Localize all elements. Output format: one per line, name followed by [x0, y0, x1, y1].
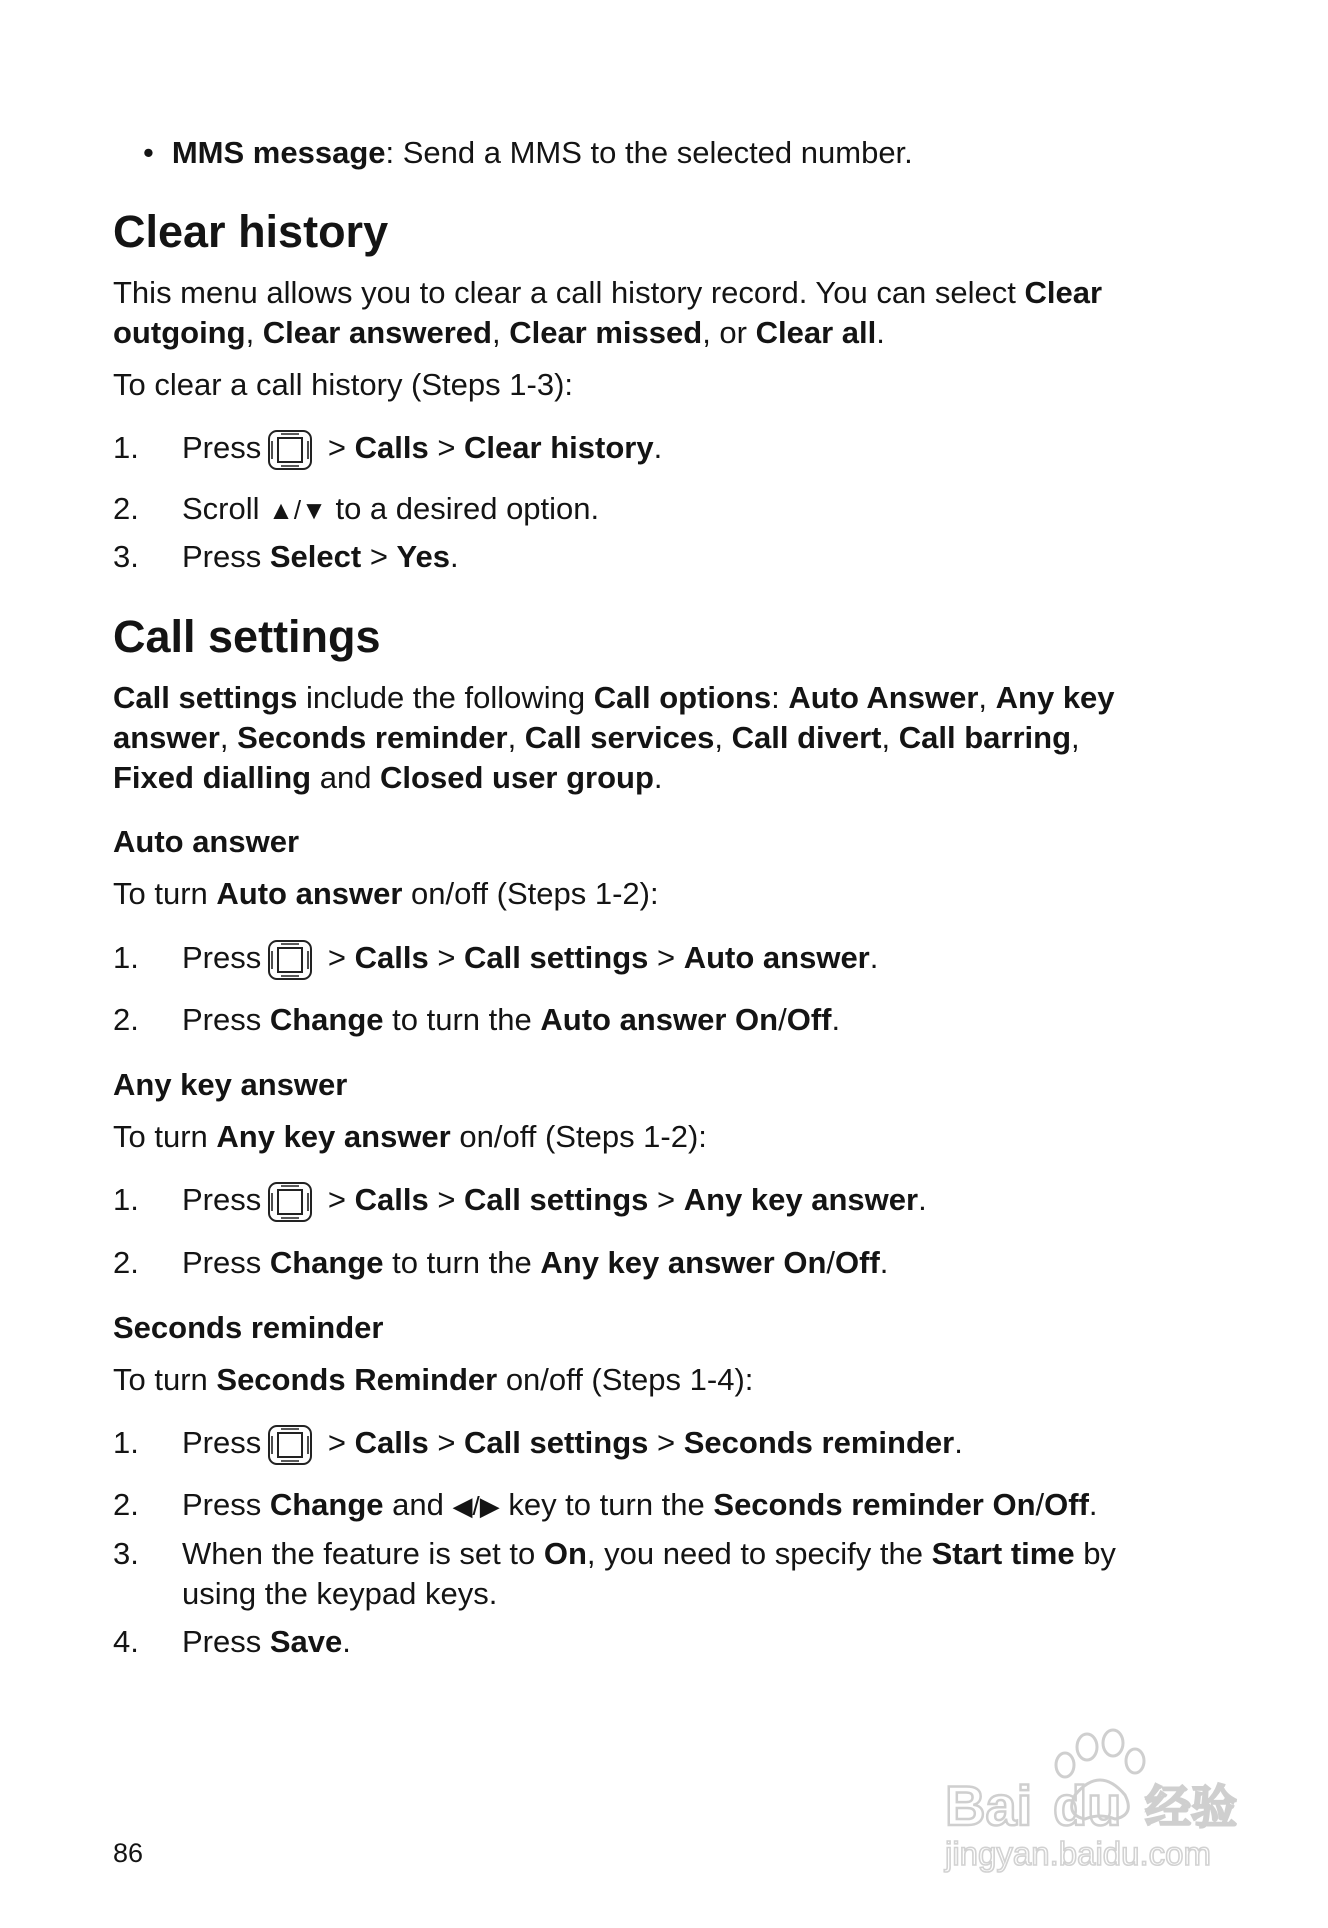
seconds-reminder-step-4: Press Save. — [182, 1624, 351, 1659]
clear-history-heading: Clear history — [113, 206, 389, 257]
bullet-text: : Send a MMS to the selected number. — [385, 135, 913, 170]
clear-history-step-2: Scroll ▲/▼ to a desired option. — [182, 489, 599, 530]
bullet-item — [143, 133, 913, 173]
baidu-paw-logo-icon — [935, 1725, 1265, 1875]
seconds-reminder-step-3-line2: using the keypad keys. — [182, 1576, 498, 1611]
svg-text:经验: 经验 — [1145, 1780, 1237, 1834]
svg-text:jingyan.baidu.com: jingyan.baidu.com — [945, 1835, 1211, 1872]
step-number: 2. — [113, 1245, 139, 1280]
any-key-answer-step-2: Press Change to turn the Any key answer On/Off. — [182, 1245, 889, 1280]
bullet-term: MMS message — [171, 135, 386, 170]
page-number: 86 — [113, 1838, 144, 1868]
seconds-reminder-label: To turn Seconds Reminder on/off (Steps 1-4): — [113, 1362, 754, 1397]
menu-key-icon — [267, 939, 313, 981]
step-number: 1. — [113, 940, 139, 975]
step-number: 4. — [113, 1624, 139, 1659]
up-down-arrow-icon: ▲/▼ — [268, 495, 327, 525]
seconds-reminder-heading: Seconds reminder — [113, 1310, 384, 1345]
auto-answer-step-1: Press > Calls > Call settings > Auto answer. — [182, 938, 878, 981]
clear-history-intro-line1: This menu allows you to clear a call history record. You can select Clear — [113, 275, 1103, 310]
svg-text:Bai: Bai — [945, 1774, 1033, 1837]
call-settings-heading: Call settings — [113, 611, 381, 662]
call-settings-intro-line3: Fixed dialling and Closed user group. — [113, 760, 663, 795]
baidu-watermark — [935, 1725, 1265, 1875]
menu-key-icon — [267, 429, 313, 471]
menu-key-icon — [267, 1424, 313, 1466]
clear-history-step-1: Press > Calls > Clear history. — [182, 428, 662, 471]
step-number: 1. — [113, 1182, 139, 1217]
svg-text:du: du — [1053, 1774, 1122, 1837]
auto-answer-step-2: Press Change to turn the Auto answer On/Off. — [182, 1002, 841, 1037]
step-number: 2. — [113, 1002, 139, 1037]
clear-history-intro-line2: outgoing, Clear answered, Clear missed, or Clear all. — [113, 315, 885, 350]
step-number: 1. — [113, 1425, 139, 1460]
auto-answer-heading: Auto answer — [113, 824, 300, 859]
menu-key-icon — [267, 1181, 313, 1223]
call-settings-intro-line1: Call settings include the following Call options: Auto Answer, Any key — [113, 680, 1115, 715]
step-number: 2. — [113, 1487, 139, 1522]
step-number: 3. — [113, 539, 139, 574]
bullet-dot: • — [143, 135, 154, 170]
left-right-arrow-icon: ◀/▶ — [452, 1491, 500, 1521]
clear-history-steps-label: To clear a call history (Steps 1-3): — [113, 367, 574, 402]
clear-history-step-3: Press Select > Yes. — [182, 539, 459, 574]
step-number: 1. — [113, 430, 139, 465]
seconds-reminder-step-3-line1: When the feature is set to On, you need to specify the Start time by — [182, 1536, 1116, 1571]
seconds-reminder-step-2: Press Change and ◀/▶ key to turn the Seconds reminder On/Off. — [182, 1485, 1098, 1526]
any-key-answer-heading: Any key answer — [113, 1067, 348, 1102]
any-key-answer-label: To turn Any key answer on/off (Steps 1-2): — [113, 1119, 707, 1154]
call-settings-intro-line2: answer, Seconds reminder, Call services, Call divert, Call barring, — [113, 720, 1080, 755]
step-number: 2. — [113, 491, 139, 526]
seconds-reminder-step-1: Press > Calls > Call settings > Seconds reminder. — [182, 1423, 963, 1466]
auto-answer-label: To turn Auto answer on/off (Steps 1-2): — [113, 876, 659, 911]
step-number: 3. — [113, 1536, 139, 1571]
any-key-answer-step-1: Press > Calls > Call settings > Any key answer. — [182, 1180, 927, 1223]
